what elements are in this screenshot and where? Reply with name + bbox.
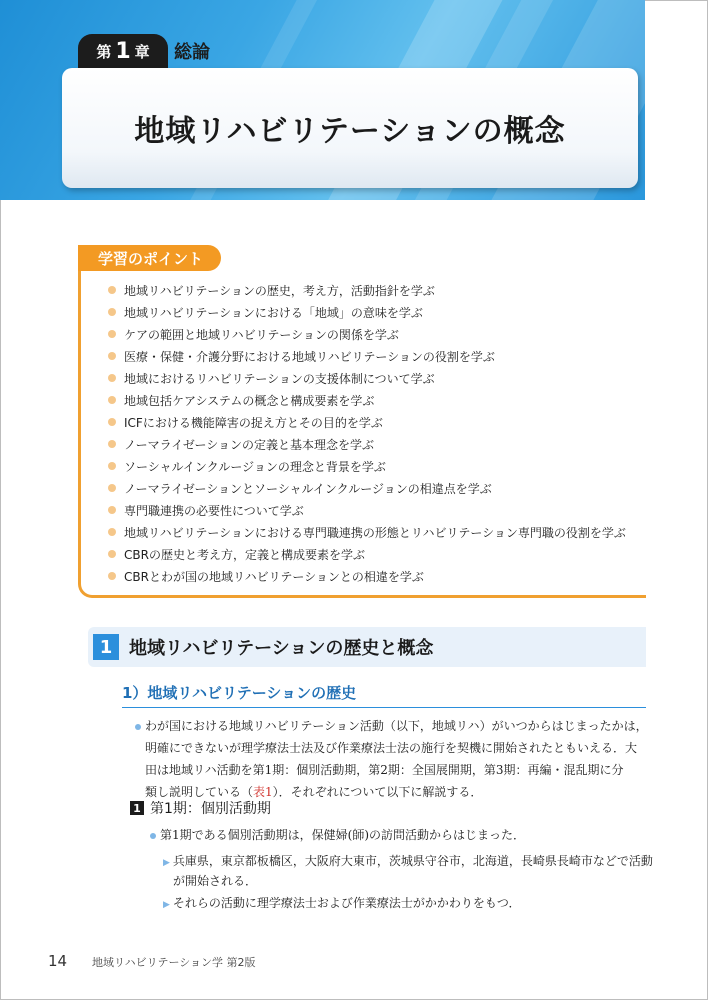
- learning-point-text: 地域包括ケアシステムの概念と構成要素を学ぶ: [124, 393, 375, 408]
- table-reference-link[interactable]: 表1: [253, 785, 273, 799]
- learning-points-list: [108, 279, 626, 587]
- chapter-number: 1: [115, 38, 131, 64]
- bullet-dot: [108, 484, 116, 492]
- paragraph-line-text: わが国における地域リハビリテーション活動（以下，地域リハ）がいつからはじまったかは，: [145, 719, 648, 733]
- section-number: 1: [93, 634, 119, 660]
- period1-heading-text: 第1期：個別活動期: [150, 801, 271, 817]
- bullet-dot: [108, 440, 116, 448]
- learning-point-text: ケアの範囲と地域リハビリテーションの関係を学ぶ: [124, 327, 399, 342]
- period1-subbullet-text: それらの活動に理学療法士および作業療法士がかかわりをもつ．: [172, 896, 521, 910]
- period1-bullet: [150, 826, 525, 843]
- bullet-dot: [108, 462, 116, 470]
- learning-point-item: [108, 411, 626, 433]
- bullet-dot: [108, 396, 116, 404]
- learning-point-text: 地域リハビリテーションにおける専門職連携の形態とリハビリテーション専門職の役割を学ぶ: [124, 525, 626, 540]
- learning-point-text: ICFにおける機能障害の捉え方とその目的を学ぶ: [124, 415, 383, 430]
- running-footer: 地域リハビリテーション学 第2版: [92, 956, 256, 969]
- learning-point-text: 地域におけるリハビリテーションの支援体制について学ぶ: [124, 371, 435, 386]
- learning-point-text: ノーマライゼーションの定義と基本理念を学ぶ: [124, 437, 374, 452]
- learning-point-item: [108, 477, 626, 499]
- learning-point-item: [108, 301, 626, 323]
- title-box: [62, 68, 638, 188]
- period1-subbullet-cont: が開始される．: [173, 874, 258, 888]
- learning-point-item: [108, 367, 626, 389]
- learning-point-item: [108, 455, 626, 477]
- bullet-dot: [150, 833, 156, 839]
- bullet-dot: [108, 286, 116, 294]
- paragraph-line-text: ）．それぞれについて以下に解説する．: [272, 785, 483, 799]
- page-title: 地域リハビリテーションの概念: [134, 114, 566, 149]
- period1-heading: [130, 798, 271, 818]
- bullet-dot: [108, 506, 116, 514]
- chapter-suffix: 章: [134, 42, 150, 61]
- bullet-dot: [108, 418, 116, 426]
- period1-subbullet: [163, 894, 520, 911]
- bullet-dot: [108, 352, 116, 360]
- learning-point-item: [108, 565, 626, 587]
- period1-bullet-text: 第1期である個別活動期は，保健婦(師)の訪問活動からはじまった．: [160, 828, 526, 842]
- period-number-badge: 1: [130, 801, 144, 815]
- learning-point-text: CBRの歴史と考え方，定義と構成要素を学ぶ: [124, 547, 365, 562]
- learning-points-label: 学習のポイント: [78, 245, 221, 271]
- subsection-heading: 1）地域リハビリテーションの歴史: [122, 682, 646, 708]
- learning-point-text: ノーマライゼーションとソーシャルインクルージョンの相違点を学ぶ: [124, 481, 492, 496]
- paragraph-line: [145, 715, 648, 737]
- paragraph-line-text: 類し説明している（: [145, 785, 254, 799]
- bullet-dot: [108, 550, 116, 558]
- chapter-prefix: 第: [96, 42, 112, 61]
- learning-point-text: 専門職連携の必要性について学ぶ: [124, 503, 304, 518]
- bullet-dot: [108, 572, 116, 580]
- section-title: 地域リハビリテーションの歴史と概念: [129, 638, 434, 659]
- intro-paragraph: [145, 715, 648, 803]
- bullet-dot: [108, 330, 116, 338]
- learning-point-item: [108, 323, 626, 345]
- period1-subbullet: [163, 852, 653, 869]
- page-number: 14: [48, 952, 68, 970]
- paragraph-line: 明確にできないが理学療法士法及び作業療法士法の施行を契機に開始されたともいえる．大: [145, 741, 638, 755]
- learning-point-text: 地域リハビリテーションの歴史，考え方，活動指針を学ぶ: [124, 283, 435, 298]
- learning-point-item: [108, 543, 626, 565]
- learning-point-item: [108, 433, 626, 455]
- bullet-dot: [108, 308, 116, 316]
- learning-point-item: [108, 279, 626, 301]
- learning-point-item: [108, 389, 626, 411]
- bullet-dot: [108, 528, 116, 536]
- chapter-name: 総論: [174, 42, 210, 63]
- learning-point-text: 医療・保健・介護分野における地域リハビリテーションの役割を学ぶ: [124, 349, 495, 364]
- period1-subbullet-text: 兵庫県，東京都板橋区，大阪府大東市，茨城県守谷市，北海道，長崎県長崎市などで活動: [172, 854, 653, 868]
- triangle-bullet-icon: ▶: [163, 858, 170, 868]
- learning-point-text: CBRとわが国の地域リハビリテーションとの相違を学ぶ: [124, 569, 424, 584]
- bullet-dot: [135, 724, 141, 730]
- bullet-dot: [108, 374, 116, 382]
- learning-point-item: [108, 345, 626, 367]
- triangle-bullet-icon: ▶: [163, 900, 170, 910]
- section-heading: [88, 627, 646, 667]
- learning-point-text: 地域リハビリテーションにおける「地域」の意味を学ぶ: [124, 305, 423, 320]
- paragraph-line: 田は地域リハ活動を第1期：個別活動期，第2期：全国展開期，第3期：再編・混乱期に分: [145, 763, 624, 777]
- learning-point-item: [108, 499, 626, 521]
- chapter-tab: [78, 34, 168, 68]
- learning-point-item: [108, 521, 626, 543]
- learning-point-text: ソーシャルインクルージョンの理念と背景を学ぶ: [124, 459, 386, 474]
